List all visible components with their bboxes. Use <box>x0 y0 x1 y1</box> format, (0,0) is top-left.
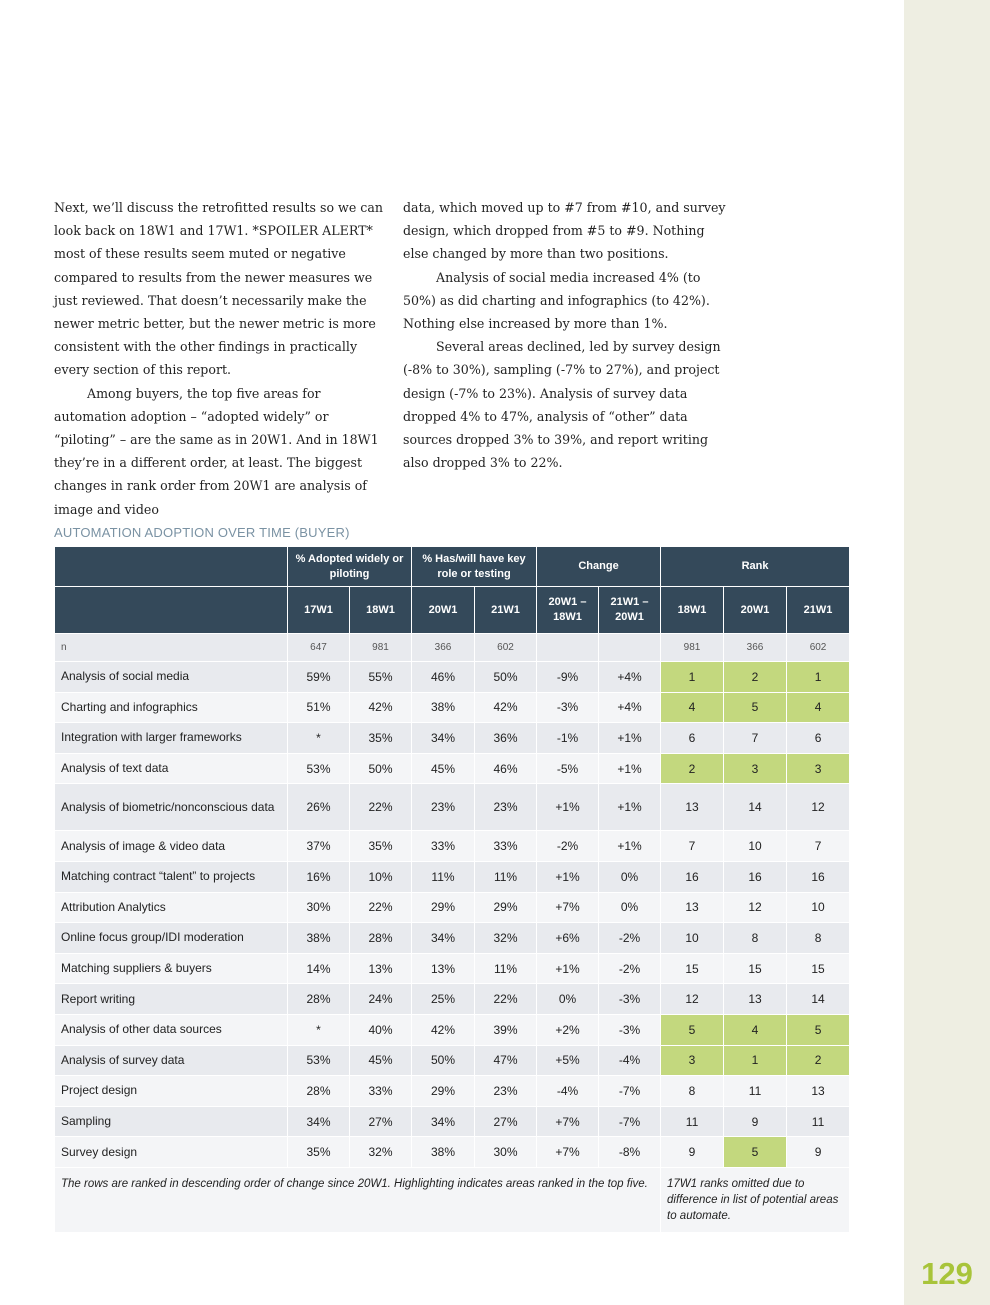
subheader: 20W1 <box>412 587 475 634</box>
subheader: 18W1 <box>350 587 412 634</box>
value-cell: 40% <box>350 1014 412 1045</box>
rank-cell: 4 <box>661 692 724 723</box>
rank-cell: 15 <box>787 953 850 984</box>
value-cell: -7% <box>599 1106 661 1137</box>
value-cell: +1% <box>537 784 599 831</box>
body-column-right <box>403 196 731 474</box>
row-label: n <box>55 634 288 662</box>
rank-cell: 9 <box>724 1106 787 1137</box>
row-label: Charting and infographics <box>55 692 288 723</box>
cell-n: 602 <box>475 634 537 662</box>
value-cell: 22% <box>475 984 537 1015</box>
row-label: Analysis of survey data <box>55 1045 288 1076</box>
rank-cell: 14 <box>787 984 850 1015</box>
value-cell: 30% <box>288 892 350 923</box>
table-row <box>55 1076 850 1107</box>
page-sidebar <box>904 0 990 1305</box>
value-cell: 53% <box>288 753 350 784</box>
value-cell: 23% <box>412 784 475 831</box>
cell-n: 602 <box>787 634 850 662</box>
row-label: Analysis of image & video data <box>55 831 288 862</box>
subheader: 18W1 <box>661 587 724 634</box>
rank-cell: 15 <box>724 953 787 984</box>
rank-cell: 6 <box>787 723 850 754</box>
value-cell: 11% <box>475 861 537 892</box>
value-cell: 11% <box>475 953 537 984</box>
value-cell: 59% <box>288 662 350 693</box>
value-cell: 50% <box>350 753 412 784</box>
rank-cell: 4 <box>787 692 850 723</box>
table-row <box>55 1137 850 1168</box>
rank-cell: 3 <box>787 753 850 784</box>
table-row <box>55 953 850 984</box>
paragraph: Next, we’ll discuss the retrofitted results so we can look back on 18W1 and 17W1. *SPOILER ALERT* most of these results seem muted or negative compared to results from the newer measures we just reviewed. That doesn’t necessarily make the newer metric better, but the newer metric is more consistent with the other findings in practically every section of this report. <box>54 200 383 378</box>
value-cell: +6% <box>537 923 599 954</box>
table-row <box>55 692 850 723</box>
value-cell: 53% <box>288 1045 350 1076</box>
value-cell: 42% <box>412 1014 475 1045</box>
value-cell: 35% <box>350 723 412 754</box>
value-cell: 46% <box>475 753 537 784</box>
value-cell: 25% <box>412 984 475 1015</box>
footnote-17w1: 17W1 ranks omitted due to difference in list of potential areas to automate. <box>661 1167 850 1232</box>
cell-n: 981 <box>661 634 724 662</box>
rank-cell: 8 <box>787 923 850 954</box>
rank-cell: 7 <box>661 831 724 862</box>
rank-cell: 13 <box>661 784 724 831</box>
row-label: Project design <box>55 1076 288 1107</box>
header-blank <box>55 547 288 587</box>
table-row-n <box>55 634 850 662</box>
row-label: Analysis of social media <box>55 662 288 693</box>
subheader: 17W1 <box>288 587 350 634</box>
rank-cell: 1 <box>724 1045 787 1076</box>
rank-cell: 10 <box>787 892 850 923</box>
value-cell: 27% <box>475 1106 537 1137</box>
rank-cell: 7 <box>787 831 850 862</box>
value-cell: 38% <box>412 692 475 723</box>
value-cell: -9% <box>537 662 599 693</box>
value-cell: -3% <box>599 1014 661 1045</box>
value-cell: -5% <box>537 753 599 784</box>
value-cell: * <box>288 1014 350 1045</box>
rank-cell: 9 <box>661 1137 724 1168</box>
rank-cell: 11 <box>661 1106 724 1137</box>
table-row <box>55 753 850 784</box>
value-cell: +1% <box>537 861 599 892</box>
value-cell: 38% <box>412 1137 475 1168</box>
rank-cell: 11 <box>724 1076 787 1107</box>
value-cell: 26% <box>288 784 350 831</box>
table-row <box>55 1045 850 1076</box>
row-label: Analysis of text data <box>55 753 288 784</box>
body-column-left <box>54 196 387 521</box>
value-cell: * <box>288 723 350 754</box>
rank-cell: 8 <box>724 923 787 954</box>
row-label: Integration with larger frameworks <box>55 723 288 754</box>
paragraph: Analysis of social media increased 4% (to 50%) as did charting and infographics (to 42%). Nothing else increased by more than 1%. <box>403 269 710 332</box>
adoption-table <box>54 546 850 1233</box>
table-row <box>55 861 850 892</box>
value-cell: 33% <box>475 831 537 862</box>
value-cell: 13% <box>350 953 412 984</box>
value-cell: +4% <box>599 662 661 693</box>
table-row <box>55 892 850 923</box>
value-cell: 46% <box>412 662 475 693</box>
value-cell: +4% <box>599 692 661 723</box>
value-cell: +1% <box>599 784 661 831</box>
value-cell: -3% <box>599 984 661 1015</box>
table-row <box>55 984 850 1015</box>
cell-n <box>599 634 661 662</box>
rank-cell: 12 <box>787 784 850 831</box>
table-body <box>55 634 850 1168</box>
header-blank <box>55 587 288 634</box>
rank-cell: 5 <box>787 1014 850 1045</box>
cell-n: 647 <box>288 634 350 662</box>
row-label: Sampling <box>55 1106 288 1137</box>
value-cell: -4% <box>537 1076 599 1107</box>
rank-cell: 3 <box>724 753 787 784</box>
value-cell: 55% <box>350 662 412 693</box>
value-cell: 23% <box>475 1076 537 1107</box>
rank-cell: 1 <box>661 662 724 693</box>
cell-n <box>537 634 599 662</box>
rank-cell: 5 <box>724 692 787 723</box>
table-row <box>55 923 850 954</box>
value-cell: 45% <box>350 1045 412 1076</box>
value-cell: -2% <box>599 953 661 984</box>
row-label: Matching suppliers & buyers <box>55 953 288 984</box>
table-row <box>55 784 850 831</box>
value-cell: 47% <box>475 1045 537 1076</box>
cell-n: 366 <box>724 634 787 662</box>
rank-cell: 11 <box>787 1106 850 1137</box>
rank-cell: 2 <box>724 662 787 693</box>
value-cell: 51% <box>288 692 350 723</box>
rank-cell: 4 <box>724 1014 787 1045</box>
rank-cell: 10 <box>661 923 724 954</box>
value-cell: 33% <box>412 831 475 862</box>
header-change: Change <box>537 547 661 587</box>
rank-cell: 2 <box>661 753 724 784</box>
header-adopted: % Adopted widely or piloting <box>288 547 412 587</box>
value-cell: +1% <box>599 723 661 754</box>
value-cell: 35% <box>288 1137 350 1168</box>
rank-cell: 9 <box>787 1137 850 1168</box>
value-cell: 37% <box>288 831 350 862</box>
rank-cell: 10 <box>724 831 787 862</box>
row-label: Report writing <box>55 984 288 1015</box>
header-key-role: % Has/will have key role or testing <box>412 547 537 587</box>
rank-cell: 14 <box>724 784 787 831</box>
rank-cell: 8 <box>661 1076 724 1107</box>
value-cell: 35% <box>350 831 412 862</box>
value-cell: -3% <box>537 692 599 723</box>
value-cell: 32% <box>475 923 537 954</box>
table-row <box>55 1014 850 1045</box>
row-label: Survey design <box>55 1137 288 1168</box>
page-number: 129 <box>921 1256 973 1291</box>
value-cell: +1% <box>599 753 661 784</box>
value-cell: -1% <box>537 723 599 754</box>
value-cell: 22% <box>350 784 412 831</box>
value-cell: +7% <box>537 1137 599 1168</box>
value-cell: 42% <box>475 692 537 723</box>
value-cell: 0% <box>537 984 599 1015</box>
row-label: Online focus group/IDI moderation <box>55 923 288 954</box>
value-cell: 32% <box>350 1137 412 1168</box>
value-cell: -8% <box>599 1137 661 1168</box>
value-cell: 14% <box>288 953 350 984</box>
value-cell: 22% <box>350 892 412 923</box>
value-cell: 36% <box>475 723 537 754</box>
row-label: Matching contract “talent” to projects <box>55 861 288 892</box>
value-cell: 34% <box>412 723 475 754</box>
rank-cell: 16 <box>787 861 850 892</box>
cell-n: 981 <box>350 634 412 662</box>
rank-cell: 13 <box>724 984 787 1015</box>
value-cell: 34% <box>412 923 475 954</box>
value-cell: +7% <box>537 1106 599 1137</box>
row-label: Attribution Analytics <box>55 892 288 923</box>
header-rank: Rank <box>661 547 850 587</box>
value-cell: 29% <box>412 892 475 923</box>
value-cell: 0% <box>599 892 661 923</box>
value-cell: 50% <box>412 1045 475 1076</box>
subheader: 21W1 – 20W1 <box>599 587 661 634</box>
rank-cell: 13 <box>661 892 724 923</box>
value-cell: 38% <box>288 923 350 954</box>
value-cell: 23% <box>475 784 537 831</box>
subheader: 20W1 – 18W1 <box>537 587 599 634</box>
value-cell: 29% <box>412 1076 475 1107</box>
value-cell: 42% <box>350 692 412 723</box>
rank-cell: 12 <box>724 892 787 923</box>
value-cell: +5% <box>537 1045 599 1076</box>
value-cell: 45% <box>412 753 475 784</box>
value-cell: 30% <box>475 1137 537 1168</box>
value-cell: 11% <box>412 861 475 892</box>
paragraph: Several areas declined, led by survey design (-8% to 30%), sampling (-7% to 27%), and project design (-7% to 23%). Analysis of survey data dropped 4% to 47%, analysis of “other” data sources dropped 3% to 39%, and report writing also dropped 3% to 22%. <box>403 339 721 471</box>
value-cell: 27% <box>350 1106 412 1137</box>
rank-cell: 3 <box>661 1045 724 1076</box>
value-cell: 24% <box>350 984 412 1015</box>
value-cell: 13% <box>412 953 475 984</box>
value-cell: 50% <box>475 662 537 693</box>
table-row <box>55 723 850 754</box>
footnote-ranking: The rows are ranked in descending order of change since 20W1. Highlighting indicates areas ranked in the top five. <box>55 1167 661 1232</box>
value-cell: +1% <box>537 953 599 984</box>
value-cell: 16% <box>288 861 350 892</box>
value-cell: +1% <box>599 831 661 862</box>
rank-cell: 16 <box>661 861 724 892</box>
value-cell: 39% <box>475 1014 537 1045</box>
row-label: Analysis of biometric/nonconscious data <box>55 784 288 831</box>
value-cell: 29% <box>475 892 537 923</box>
rank-cell: 13 <box>787 1076 850 1107</box>
value-cell: +7% <box>537 892 599 923</box>
rank-cell: 5 <box>661 1014 724 1045</box>
rank-cell: 15 <box>661 953 724 984</box>
table-row <box>55 1106 850 1137</box>
value-cell: +2% <box>537 1014 599 1045</box>
table-title: AUTOMATION ADOPTION OVER TIME (BUYER) <box>54 525 350 540</box>
subheader: 21W1 <box>475 587 537 634</box>
value-cell: 28% <box>288 1076 350 1107</box>
rank-cell: 1 <box>787 662 850 693</box>
value-cell: -7% <box>599 1076 661 1107</box>
value-cell: 34% <box>412 1106 475 1137</box>
rank-cell: 5 <box>724 1137 787 1168</box>
cell-n: 366 <box>412 634 475 662</box>
subheader: 21W1 <box>787 587 850 634</box>
row-label: Analysis of other data sources <box>55 1014 288 1045</box>
value-cell: -2% <box>537 831 599 862</box>
subheader: 20W1 <box>724 587 787 634</box>
table-row <box>55 662 850 693</box>
paragraph: data, which moved up to #7 from #10, and survey design, which dropped from #5 to #9. Nothing else changed by more than two positions. <box>403 200 726 262</box>
value-cell: 28% <box>288 984 350 1015</box>
value-cell: 34% <box>288 1106 350 1137</box>
value-cell: -2% <box>599 923 661 954</box>
rank-cell: 6 <box>661 723 724 754</box>
rank-cell: 2 <box>787 1045 850 1076</box>
value-cell: 33% <box>350 1076 412 1107</box>
paragraph: Among buyers, the top five areas for automation adoption – “adopted widely” or “piloting” – are the same as in 20W1. And in 18W1 they’re in a different order, at least. The biggest changes in rank order from 20W1 are analysis of image and video <box>54 385 379 517</box>
rank-cell: 16 <box>724 861 787 892</box>
value-cell: 10% <box>350 861 412 892</box>
value-cell: -4% <box>599 1045 661 1076</box>
value-cell: 0% <box>599 861 661 892</box>
rank-cell: 12 <box>661 984 724 1015</box>
value-cell: 28% <box>350 923 412 954</box>
rank-cell: 7 <box>724 723 787 754</box>
table-row <box>55 831 850 862</box>
